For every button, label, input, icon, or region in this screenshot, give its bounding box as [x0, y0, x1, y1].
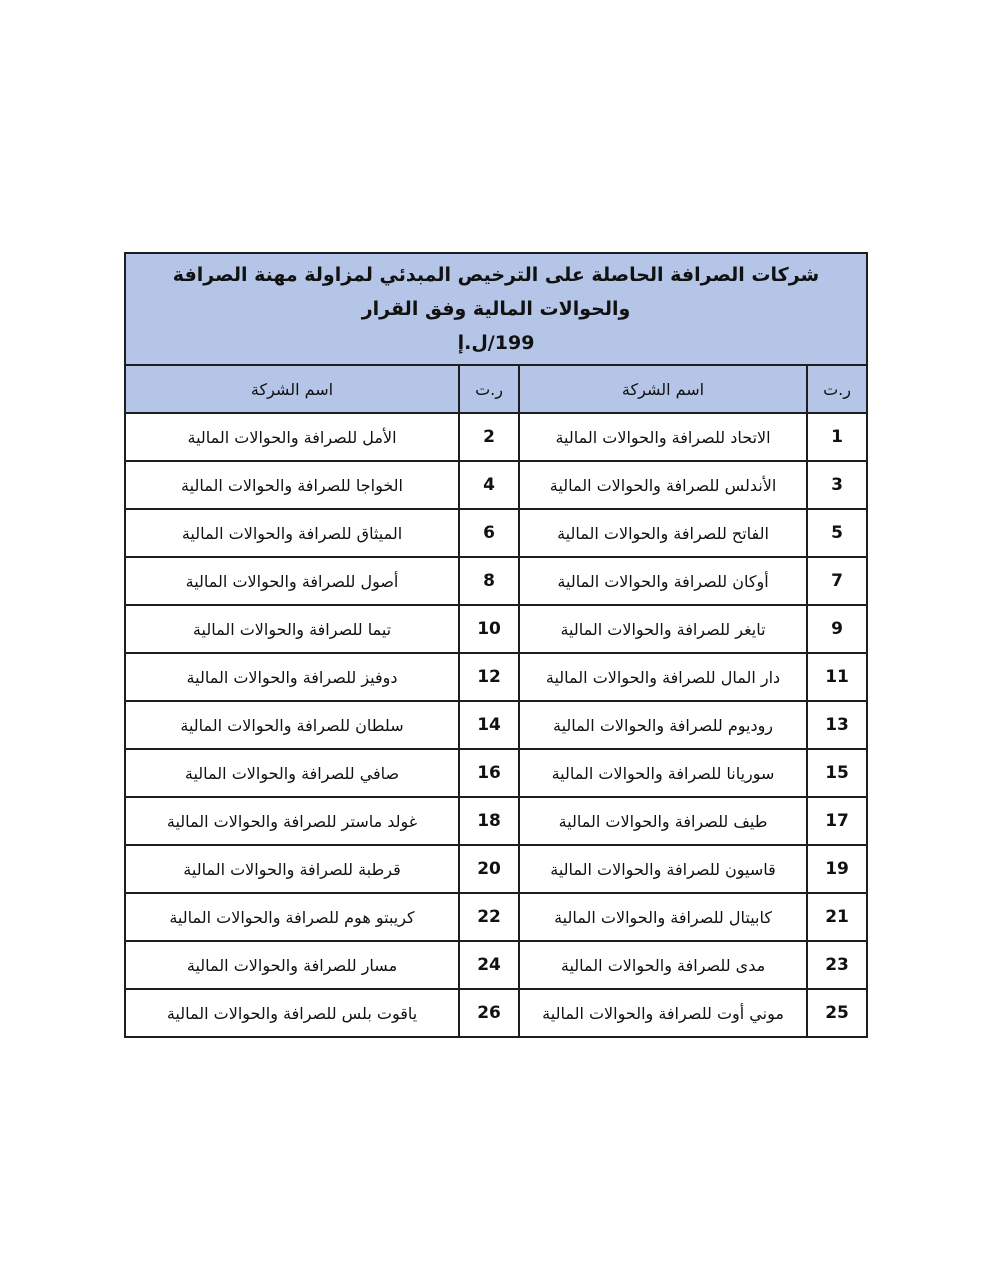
- serial-number-cell: 4: [459, 461, 519, 509]
- serial-number-cell: 22: [459, 893, 519, 941]
- table-title-line2: 199/ل.إ: [457, 332, 535, 354]
- serial-number-cell: 3: [807, 461, 867, 509]
- company-name-cell: سلطان للصرافة والحوالات المالية: [125, 701, 459, 749]
- company-name-cell: الأندلس للصرافة والحوالات المالية: [519, 461, 807, 509]
- serial-number-cell: 16: [459, 749, 519, 797]
- serial-number-cell: 24: [459, 941, 519, 989]
- company-name-cell: تيما للصرافة والحوالات المالية: [125, 605, 459, 653]
- table-title: [125, 253, 867, 365]
- table-row: [125, 413, 867, 461]
- company-name-cell: موني أوت للصرافة والحوالات المالية: [519, 989, 807, 1037]
- serial-number-cell: 26: [459, 989, 519, 1037]
- serial-number-cell: 18: [459, 797, 519, 845]
- serial-number-cell: 19: [807, 845, 867, 893]
- company-name-cell: تايغر للصرافة والحوالات المالية: [519, 605, 807, 653]
- table-row: [125, 701, 867, 749]
- company-name-cell: أوكان للصرافة والحوالات المالية: [519, 557, 807, 605]
- table-row: [125, 797, 867, 845]
- serial-number-cell: 8: [459, 557, 519, 605]
- company-name-cell: مدى للصرافة والحوالات المالية: [519, 941, 807, 989]
- serial-number-cell: 15: [807, 749, 867, 797]
- serial-number-cell: 2: [459, 413, 519, 461]
- table-row: [125, 845, 867, 893]
- table-title-line1: شركات الصرافة الحاصلة على الترخيص المبدئي لمزاولة مهنة الصرافة والحوالات المالية وفق القرار: [172, 264, 820, 320]
- company-name-cell: كابيتال للصرافة والحوالات المالية: [519, 893, 807, 941]
- company-name-cell: كريبتو هوم للصرافة والحوالات المالية: [125, 893, 459, 941]
- serial-number-cell: 10: [459, 605, 519, 653]
- table-row: [125, 461, 867, 509]
- serial-number-cell: 12: [459, 653, 519, 701]
- company-name-cell: روديوم للصرافة والحوالات المالية: [519, 701, 807, 749]
- table-row: [125, 989, 867, 1037]
- company-name-cell: أصول للصرافة والحوالات المالية: [125, 557, 459, 605]
- company-name-cell: مسار للصرافة والحوالات المالية: [125, 941, 459, 989]
- company-name-cell: الأمل للصرافة والحوالات المالية: [125, 413, 459, 461]
- serial-number-cell: 25: [807, 989, 867, 1037]
- company-name-cell: دوفيز للصرافة والحوالات المالية: [125, 653, 459, 701]
- serial-number-cell: 14: [459, 701, 519, 749]
- company-name-cell: ياقوت بلس للصرافة والحوالات المالية: [125, 989, 459, 1037]
- table-row: [125, 605, 867, 653]
- company-name-cell: الخواجا للصرافة والحوالات المالية: [125, 461, 459, 509]
- company-name-cell: سوريانا للصرافة والحوالات المالية: [519, 749, 807, 797]
- table-header-row: [125, 365, 867, 413]
- company-name-cell: قاسيون للصرافة والحوالات المالية: [519, 845, 807, 893]
- table-title-row: [125, 253, 867, 365]
- company-name-cell: غولد ماستر للصرافة والحوالات المالية: [125, 797, 459, 845]
- serial-number-cell: 6: [459, 509, 519, 557]
- serial-number-cell: 7: [807, 557, 867, 605]
- table-row: [125, 509, 867, 557]
- table-row: [125, 557, 867, 605]
- company-name-cell: الميثاق للصرافة والحوالات المالية: [125, 509, 459, 557]
- table-row: [125, 749, 867, 797]
- company-name-cell: طيف للصرافة والحوالات المالية: [519, 797, 807, 845]
- serial-number-cell: 9: [807, 605, 867, 653]
- company-name-cell: قرطبة للصرافة والحوالات المالية: [125, 845, 459, 893]
- table-body: [125, 413, 867, 1037]
- serial-number-cell: 5: [807, 509, 867, 557]
- serial-number-cell: 11: [807, 653, 867, 701]
- serial-number-cell: 13: [807, 701, 867, 749]
- serial-number-cell: 20: [459, 845, 519, 893]
- company-name-cell: دار المال للصرافة والحوالات المالية: [519, 653, 807, 701]
- company-name-cell: الاتحاد للصرافة والحوالات المالية: [519, 413, 807, 461]
- serial-number-cell: 21: [807, 893, 867, 941]
- table-row: [125, 893, 867, 941]
- column-header-company-name: اسم الشركة: [125, 365, 459, 413]
- serial-number-cell: 17: [807, 797, 867, 845]
- company-name-cell: صافي للصرافة والحوالات المالية: [125, 749, 459, 797]
- table-row: [125, 653, 867, 701]
- column-header-company-name: اسم الشركة: [519, 365, 807, 413]
- column-header-serial: ر.ت: [459, 365, 519, 413]
- table-row: [125, 941, 867, 989]
- column-header-serial: ر.ت: [807, 365, 867, 413]
- serial-number-cell: 23: [807, 941, 867, 989]
- serial-number-cell: 1: [807, 413, 867, 461]
- licensed-companies-table: [124, 252, 868, 1038]
- company-name-cell: الفاتح للصرافة والحوالات المالية: [519, 509, 807, 557]
